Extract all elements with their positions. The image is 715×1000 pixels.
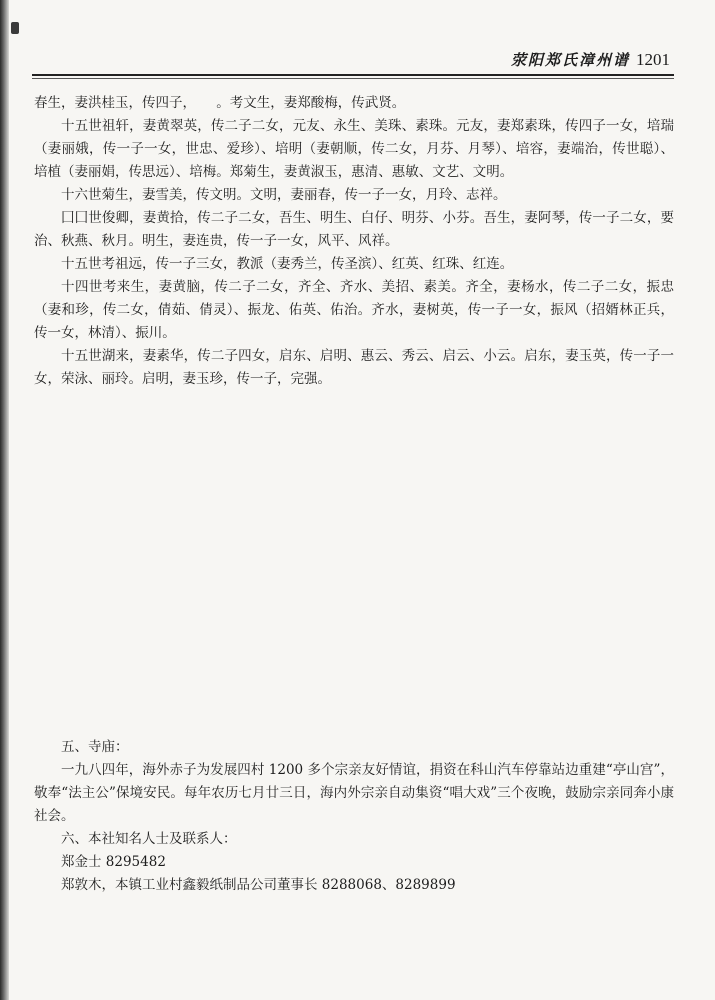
genealogy-paragraph: 十四世考来生，妻黄脑，传二子二女，齐全、齐水、美招、素美。齐全，妻杨水，传二子二女，振忠（妻和珍，传二女，倩茹、倩灵）、振龙、佑英、佑治。齐水，妻树英，传一子一女，振风（招婿林正兵，传一女，林清）、振川。 (34, 279, 674, 341)
temple-body: 一九八四年，海外赤子为发展四村 1200 多个宗亲友好情谊，捐资在科山汽车停靠站边重建“亭山宫”，敬奉“法主公”保境安民。每年农历七月廿三日，海内外宗亲自动集资“唱大戏”三个夜晚，鼓励宗亲同奔小康社会。 (34, 762, 674, 824)
genealogy-paragraph: 十六世菊生，妻雪美，传文明。文明，妻丽春，传一子一女，月玲、志祥。 (61, 187, 507, 203)
header-rule (32, 74, 674, 76)
genealogy-paragraph: 春生，妻洪桂玉，传四子， 。考文生，妻郑酸梅，传武贤。 (34, 95, 406, 111)
contact-entry: 郑敦木，本镇工业村鑫毅纸制品公司董事长 8288068、8289899 (61, 877, 456, 893)
genealogy-paragraph: 十五世湖来，妻素华，传二子四女，启东、启明、惠云、秀云、启云、小云。启东，妻玉英，传一子一女，荣泳、丽玲。启明，妻玉珍，传一子，完强。 (34, 348, 674, 387)
scan-shadow-edge (0, 0, 9, 1000)
contact-entry: 郑金士 8295482 (61, 854, 166, 870)
book-title: 荥阳郑氏漳州谱 (510, 51, 630, 69)
page-number: 1201 (636, 50, 670, 69)
running-header (470, 49, 670, 73)
genealogy-paragraph: 十五世祖轩，妻黄翠英，传二子二女，元友、永生、美珠、素珠。元友，妻郑素珠，传四子一女，培瑞（妻丽娥，传一子一女，世忠、爱珍）、培明（妻朝顺，传二女，月芬、月琴）、培容，妻端治，传世聪）、培植（妻丽娟，传思远）、培梅。郑菊生，妻黄淑玉，惠清、惠敏、文艺、文明。 (34, 118, 674, 180)
genealogy-section (34, 92, 674, 391)
contacts-heading: 六、本社知名人士及联系人： (61, 831, 237, 847)
scan-speck (11, 22, 19, 34)
temple-and-contacts-section (34, 736, 674, 897)
genealogy-paragraph: 囗囗世俊卿，妻黄拾，传二子二女，吾生、明生、白仔、明芬、小芬。吾生，妻阿琴，传一子二女，要治、秋燕、秋月。明生，妻连贵，传一子一女，风平、风祥。 (34, 210, 674, 249)
temple-heading: 五、寺庙： (61, 739, 129, 755)
header-rule-thin (32, 78, 674, 79)
genealogy-paragraph: 十五世考祖远，传一子三女，教派（妻秀兰，传圣滨）、红英、红珠、红连。 (61, 256, 514, 272)
